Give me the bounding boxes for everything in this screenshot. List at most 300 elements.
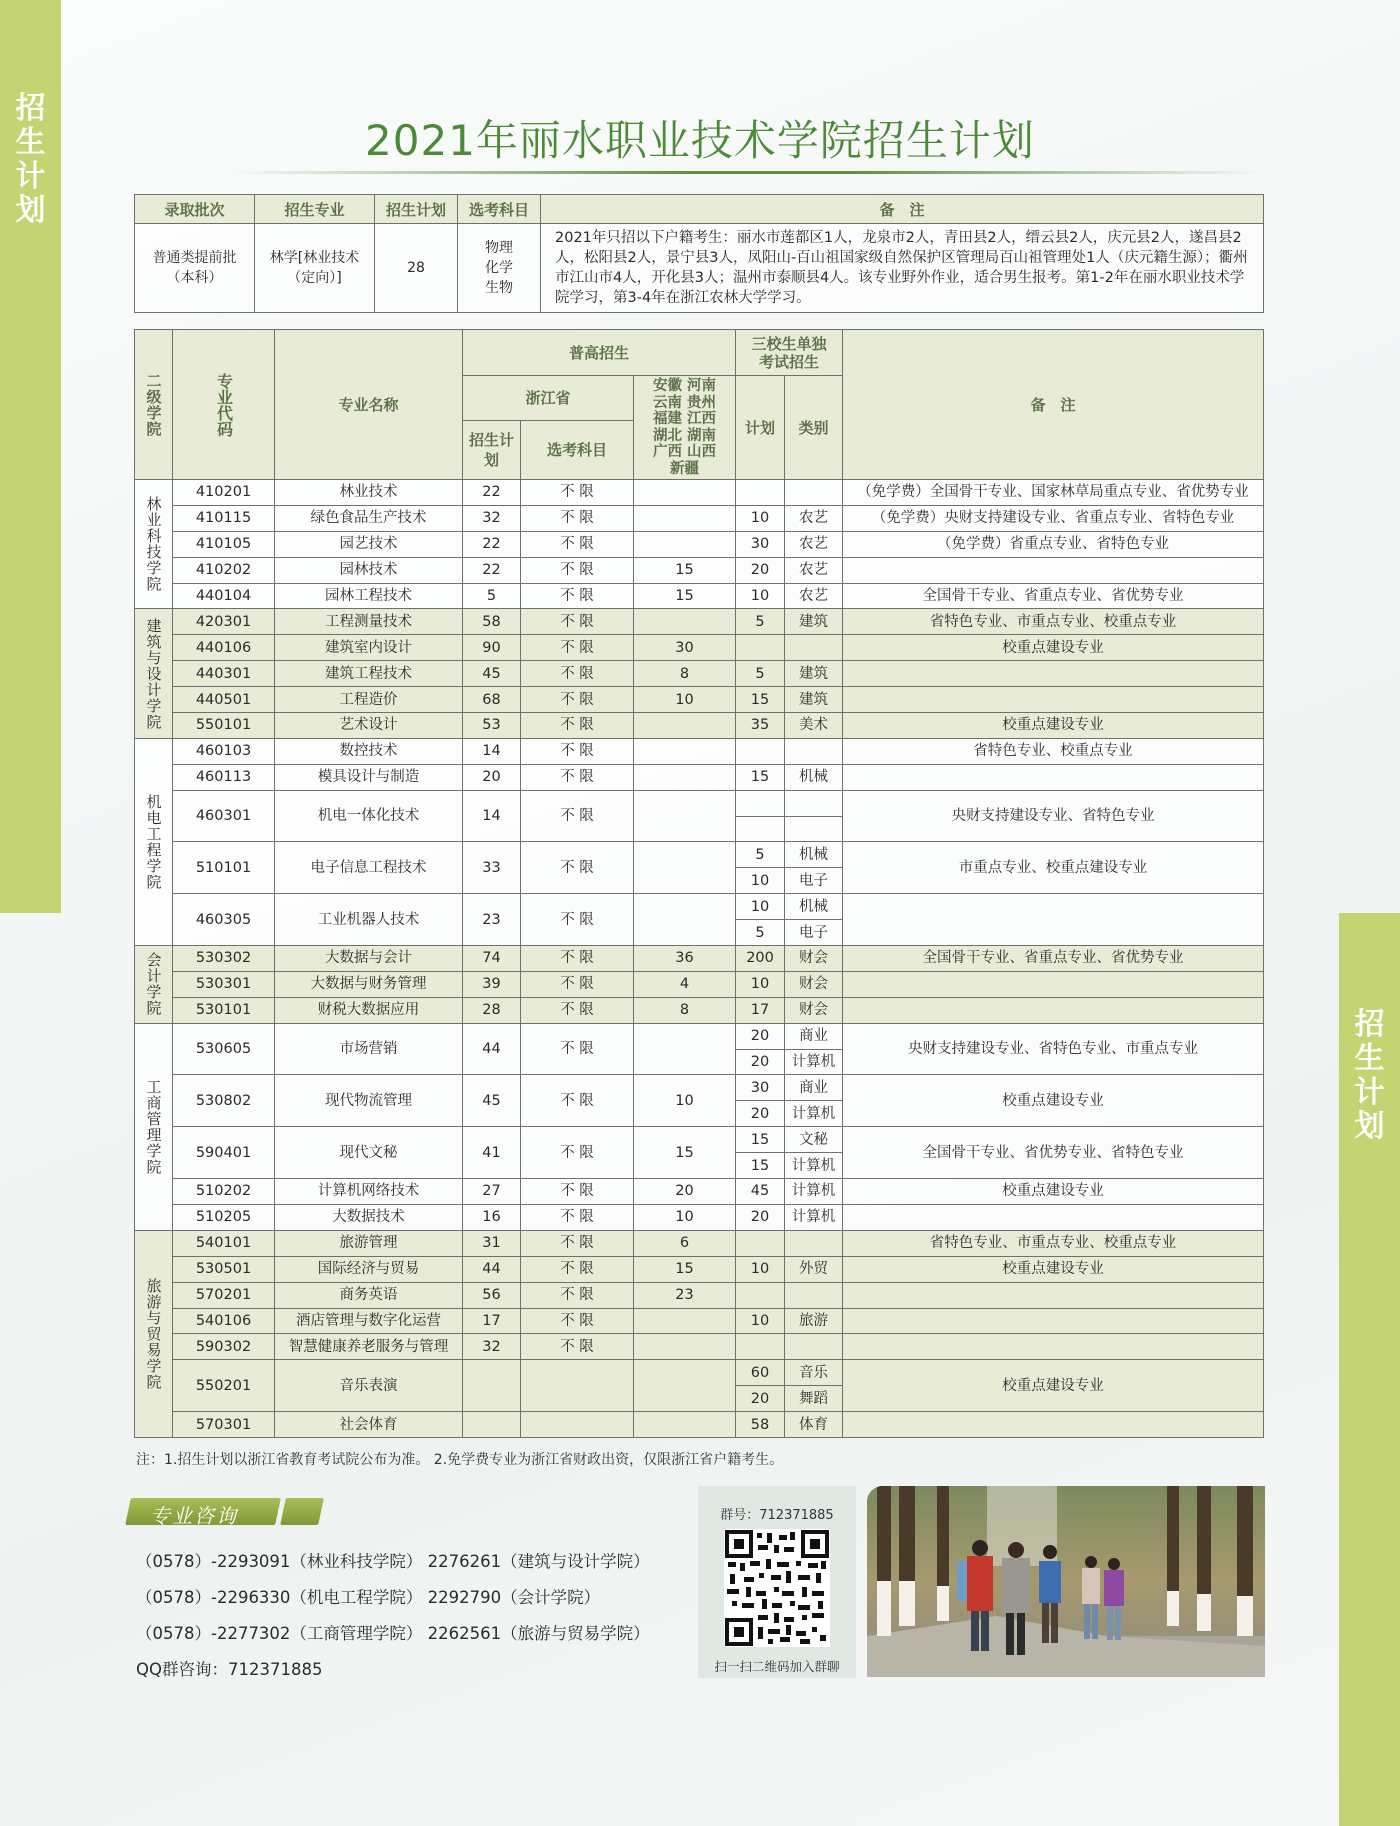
remarks-cell: 校重点建设专业: [843, 635, 1264, 661]
header-line: 福建 江西: [652, 411, 717, 427]
other-provinces-cell: 15: [634, 1127, 736, 1179]
zj-subjects-cell: 不 限: [521, 997, 634, 1023]
remarks-cell: 市重点专业、校重点建设专业: [843, 842, 1264, 894]
college-cell: 会计学院: [135, 946, 173, 1024]
table-row: [135, 661, 1264, 687]
note-cell: 2021年只招以下户籍考生：丽水市莲都区1人，龙泉市2人，青田县2人，缙云县2人，庆元县2人，遂昌县2人，松阳县2人，景宁县3人，凤阳山-百山祖国家级自然保护区管理局百山祖管理处1人（庆元籍生源）；衢州市江山市4人，开化县3人；温州市泰顺县4人。该专业野外作业，适合男生报考。第1-2年在丽水职业技术学院学习，第3-4年在浙江农林大学学习。: [541, 224, 1264, 313]
voc-category-cell: 商业: [785, 1075, 843, 1101]
zj-plan-cell: 45: [463, 1075, 521, 1127]
header-line: 考试招生: [759, 352, 820, 371]
voc-category-cell: 外贸: [785, 1256, 843, 1282]
table-row: [135, 687, 1264, 713]
major-name-cell: 园艺技术: [275, 531, 463, 557]
table-row: [135, 713, 1264, 739]
side-tab-char: 划: [1354, 1109, 1385, 1144]
zj-plan-cell: 44: [463, 1256, 521, 1282]
voc-category-cell: [785, 738, 843, 764]
zj-plan-cell: 56: [463, 1282, 521, 1308]
voc-category-cell: 建筑: [785, 609, 843, 635]
batch-cell: [135, 224, 255, 313]
header-line: 湖北 湖南: [652, 427, 717, 444]
table-row: [135, 609, 1264, 635]
zj-plan-cell: 22: [463, 531, 521, 557]
other-provinces-cell: 4: [634, 971, 736, 997]
voc-category-cell: [785, 1334, 843, 1360]
major-name-cell: 建筑室内设计: [275, 635, 463, 661]
zj-plan-cell: 22: [463, 480, 521, 506]
zj-subjects-cell: 不 限: [521, 1230, 634, 1256]
header-general: 普高招生: [463, 330, 736, 376]
major-line: （定向）]: [287, 270, 342, 286]
zj-subjects-cell: 不 限: [521, 971, 634, 997]
voc-category-cell: 建筑: [785, 687, 843, 713]
major-name-cell: 大数据技术: [275, 1204, 463, 1230]
voc-category-cell: [785, 635, 843, 661]
header-major: 招生专业: [255, 195, 375, 224]
code-cell: 590401: [173, 1127, 275, 1179]
table-header-row: [135, 195, 1264, 224]
zj-plan-cell: [463, 1360, 521, 1412]
voc-plan-cell: 45: [736, 1179, 785, 1205]
voc-plan-cell: 5: [736, 842, 785, 868]
remarks-cell: 全国骨干专业、省重点专业、省优势专业: [843, 946, 1264, 972]
voc-plan-cell: [736, 738, 785, 764]
remarks-cell: （免学费）央财支持建设专业、省重点专业、省特色专业: [843, 505, 1264, 531]
remarks-cell: （免学费）全国骨干专业、国家林草局重点专业、省优势专业: [843, 480, 1264, 506]
subject-line: 物理: [485, 240, 513, 256]
code-cell: 410202: [173, 557, 275, 583]
code-cell: 530302: [173, 946, 275, 972]
major-name-cell: 商务英语: [275, 1282, 463, 1308]
remarks-cell: [843, 764, 1264, 790]
major-name-cell: 林业技术: [275, 480, 463, 506]
voc-category-cell: 电子: [785, 920, 843, 946]
table-row: [135, 1282, 1264, 1308]
other-provinces-cell: 30: [634, 635, 736, 661]
other-provinces-cell: 20: [634, 1179, 736, 1205]
table-row: [135, 842, 1264, 868]
remarks-cell: [843, 557, 1264, 583]
zj-plan-cell: 32: [463, 1334, 521, 1360]
side-tab-char: 招: [1354, 1007, 1385, 1042]
qr-panel: [698, 1486, 856, 1678]
table-row: [135, 894, 1264, 920]
voc-plan-cell: [736, 480, 785, 506]
college-cell: 机电工程学院: [135, 738, 173, 945]
enrollment-plan-table: [134, 329, 1264, 1438]
zj-plan-cell: [463, 1412, 521, 1438]
code-cell: 540101: [173, 1230, 275, 1256]
remarks-cell: [843, 687, 1264, 713]
zj-subjects-cell: 不 限: [521, 505, 634, 531]
other-provinces-cell: [634, 505, 736, 531]
other-provinces-cell: 15: [634, 1256, 736, 1282]
code-cell: 460113: [173, 764, 275, 790]
header-line: 新疆: [670, 460, 700, 477]
major-name-cell: 市场营销: [275, 1023, 463, 1075]
voc-category-cell: 商业: [785, 1023, 843, 1049]
header-zhejiang: 浙江省: [463, 376, 634, 421]
zj-subjects-cell: 不 限: [521, 764, 634, 790]
major-name-cell: 大数据与财务管理: [275, 971, 463, 997]
voc-plan-cell: 20: [736, 1101, 785, 1127]
voc-plan-cell: [736, 1230, 785, 1256]
zj-subjects-cell: 不 限: [521, 1256, 634, 1282]
table-row: [135, 738, 1264, 764]
zj-plan-cell: 31: [463, 1230, 521, 1256]
voc-category-cell: [785, 1282, 843, 1308]
voc-category-cell: 电子: [785, 868, 843, 894]
title-divider: [230, 171, 1260, 174]
header-zj-subjects: 选考科目: [521, 421, 634, 480]
major-name-cell: 电子信息工程技术: [275, 842, 463, 894]
header-other-provinces: [634, 376, 736, 480]
table-row: [135, 1204, 1264, 1230]
contact-line: （0578）-2277302（工商管理学院） 2262561（旅游与贸易学院）: [136, 1624, 650, 1643]
other-provinces-cell: [634, 480, 736, 506]
other-provinces-cell: [634, 713, 736, 739]
zj-subjects-cell: 不 限: [521, 790, 634, 842]
voc-category-cell: [785, 480, 843, 506]
other-provinces-cell: 36: [634, 946, 736, 972]
table-row: [135, 1256, 1264, 1282]
voc-plan-cell: [736, 1334, 785, 1360]
voc-category-cell: 财会: [785, 946, 843, 972]
code-cell: 410105: [173, 531, 275, 557]
qq-group-line: QQ群咨询：712371885: [136, 1660, 323, 1679]
side-tab-char: 生: [15, 125, 46, 160]
header-remarks: 备 注: [843, 330, 1264, 480]
table-row: [135, 1334, 1264, 1360]
footnote: 注：1.招生计划以浙江省教育考试院公布为准。 2.免学费专业为浙江省财政出资，仅限浙江省户籍考生。: [136, 1452, 784, 1468]
voc-category-cell: 建筑: [785, 661, 843, 687]
major-name-cell: 智慧健康养老服务与管理: [275, 1334, 463, 1360]
zj-plan-cell: 27: [463, 1179, 521, 1205]
voc-category-cell: 机械: [785, 894, 843, 920]
contact-line: （0578）-2296330（机电工程学院） 2292790（会计学院）: [136, 1588, 601, 1607]
code-cell: 440301: [173, 661, 275, 687]
voc-plan-cell: 20: [736, 1204, 785, 1230]
qr-caption: 扫一扫二维码加入群聊: [714, 1659, 840, 1674]
zj-plan-cell: 17: [463, 1308, 521, 1334]
other-provinces-cell: [634, 842, 736, 894]
code-cell: 510101: [173, 842, 275, 894]
voc-category-cell: 机械: [785, 764, 843, 790]
remarks-cell: 央财支持建设专业、省特色专业、市重点专业: [843, 1023, 1264, 1075]
voc-category-cell: 旅游: [785, 1308, 843, 1334]
zj-plan-cell: 16: [463, 1204, 521, 1230]
voc-plan-cell: 10: [736, 868, 785, 894]
code-cell: 410201: [173, 480, 275, 506]
remarks-cell: [843, 1412, 1264, 1438]
other-provinces-cell: [634, 609, 736, 635]
zj-subjects-cell: 不 限: [521, 946, 634, 972]
zj-plan-cell: 5: [463, 583, 521, 609]
voc-plan-cell: 20: [736, 557, 785, 583]
contact-line: （0578）-2293091（林业科技学院） 2276261（建筑与设计学院）: [136, 1552, 650, 1571]
voc-plan-cell: 30: [736, 1075, 785, 1101]
major-name-cell: 现代文秘: [275, 1127, 463, 1179]
header-college: 二级学院: [135, 330, 173, 480]
remarks-cell: [843, 1334, 1264, 1360]
other-provinces-cell: [634, 1334, 736, 1360]
page-title: 2021年丽水职业技术学院招生计划: [365, 116, 1035, 165]
voc-plan-cell: 15: [736, 1153, 785, 1179]
header-batch: 录取批次: [135, 195, 255, 224]
major-name-cell: 国际经济与贸易: [275, 1256, 463, 1282]
code-cell: 530501: [173, 1256, 275, 1282]
other-provinces-cell: [634, 738, 736, 764]
voc-category-cell: 财会: [785, 971, 843, 997]
zj-subjects-cell: 不 限: [521, 1204, 634, 1230]
other-provinces-cell: [634, 1023, 736, 1075]
remarks-cell: 全国骨干专业、省优势专业、省特色专业: [843, 1127, 1264, 1179]
voc-category-cell: 舞蹈: [785, 1386, 843, 1412]
zj-subjects-cell: 不 限: [521, 531, 634, 557]
undergrad-plan-table: [134, 194, 1264, 313]
table-row: [135, 505, 1264, 531]
header-zj-plan: 招生计划: [463, 421, 521, 480]
code-cell: 510205: [173, 1204, 275, 1230]
header-plan: 招生计划: [375, 195, 458, 224]
voc-category-cell: 体育: [785, 1412, 843, 1438]
remarks-cell: 校重点建设专业: [843, 1179, 1264, 1205]
major-name-cell: 园林技术: [275, 557, 463, 583]
consult-title: 专业咨询: [150, 1504, 238, 1528]
zj-plan-cell: 33: [463, 842, 521, 894]
table-row: [135, 1230, 1264, 1256]
other-provinces-cell: 10: [634, 1204, 736, 1230]
zj-plan-cell: 14: [463, 738, 521, 764]
voc-plan-cell: 10: [736, 971, 785, 997]
table-row: [135, 1412, 1264, 1438]
major-name-cell: 工业机器人技术: [275, 894, 463, 946]
zj-subjects-cell: 不 限: [521, 894, 634, 946]
zj-subjects-cell: 不 限: [521, 557, 634, 583]
side-tab-char: 生: [1354, 1041, 1385, 1076]
voc-category-cell: 计算机: [785, 1049, 843, 1075]
header-line: 广西 山西: [652, 444, 717, 460]
other-provinces-cell: 15: [634, 557, 736, 583]
voc-category-cell: 机械: [785, 842, 843, 868]
voc-category-cell: 文秘: [785, 1127, 843, 1153]
subject-line: 生物: [485, 280, 513, 296]
zj-plan-cell: 90: [463, 635, 521, 661]
table-row: [135, 635, 1264, 661]
college-cell: 林业科技学院: [135, 480, 173, 609]
batch-line: 普通类提前批: [152, 250, 237, 266]
zj-subjects-cell: 不 限: [521, 1127, 634, 1179]
major-name-cell: 建筑工程技术: [275, 661, 463, 687]
zj-plan-cell: 58: [463, 609, 521, 635]
zj-subjects-cell: 不 限: [521, 713, 634, 739]
other-provinces-cell: [634, 764, 736, 790]
voc-plan-cell: 5: [736, 920, 785, 946]
zj-plan-cell: 14: [463, 790, 521, 842]
table-row: [135, 946, 1264, 972]
table-row: [135, 1360, 1264, 1386]
code-cell: 530802: [173, 1075, 275, 1127]
zj-subjects-cell: 不 限: [521, 609, 634, 635]
consult-badge: [128, 1498, 338, 1526]
other-provinces-cell: [634, 1412, 736, 1438]
voc-plan-cell: 15: [736, 687, 785, 713]
table-row: [135, 790, 1264, 816]
table-row: [135, 1023, 1264, 1049]
zj-plan-cell: 45: [463, 661, 521, 687]
code-cell: 570301: [173, 1412, 275, 1438]
voc-plan-cell: 58: [736, 1412, 785, 1438]
zj-subjects-cell: 不 限: [521, 738, 634, 764]
table-row: [135, 531, 1264, 557]
voc-plan-cell: [736, 1282, 785, 1308]
voc-plan-cell: [736, 816, 785, 842]
zj-plan-cell: 23: [463, 894, 521, 946]
code-cell: 530101: [173, 997, 275, 1023]
voc-plan-cell: 20: [736, 1023, 785, 1049]
major-name-cell: 模具设计与制造: [275, 764, 463, 790]
voc-plan-cell: 10: [736, 894, 785, 920]
other-provinces-cell: [634, 1360, 736, 1412]
side-tab-char: 划: [15, 193, 46, 228]
code-cell: 420301: [173, 609, 275, 635]
other-provinces-cell: 8: [634, 997, 736, 1023]
zj-subjects-cell: [521, 1412, 634, 1438]
batch-line: （本科）: [166, 270, 223, 286]
zj-subjects-cell: 不 限: [521, 1334, 634, 1360]
remarks-cell: [843, 1282, 1264, 1308]
qr-group-id: 群号：712371885: [720, 1508, 834, 1523]
college-cell: 工商管理学院: [135, 1023, 173, 1230]
zj-subjects-cell: 不 限: [521, 1179, 634, 1205]
major-name-cell: 工程造价: [275, 687, 463, 713]
voc-plan-cell: 60: [736, 1360, 785, 1386]
zj-subjects-cell: 不 限: [521, 1308, 634, 1334]
table-row: [135, 764, 1264, 790]
side-tab-char: 招: [15, 91, 46, 126]
remarks-cell: 央财支持建设专业、省特色专业: [843, 790, 1264, 842]
remarks-cell: 校重点建设专业: [843, 1360, 1264, 1412]
major-name-cell: 机电一体化技术: [275, 790, 463, 842]
code-cell: 530605: [173, 1023, 275, 1075]
remarks-cell: [843, 1204, 1264, 1230]
remarks-cell: 省特色专业、校重点专业: [843, 738, 1264, 764]
campus-photo: [867, 1486, 1265, 1677]
remarks-cell: （免学费）省重点专业、省特色专业: [843, 531, 1264, 557]
zj-plan-cell: 20: [463, 764, 521, 790]
table-row: [135, 583, 1264, 609]
header-voc-plan: 计划: [736, 376, 785, 480]
major-name-cell: 现代物流管理: [275, 1075, 463, 1127]
remarks-cell: 校重点建设专业: [843, 713, 1264, 739]
code-cell: 460103: [173, 738, 275, 764]
remarks-cell: 全国骨干专业、省重点专业、省优势专业: [843, 583, 1264, 609]
zj-plan-cell: 74: [463, 946, 521, 972]
side-tab-right: [1339, 913, 1400, 1826]
table-row: [135, 971, 1264, 997]
major-name-cell: 艺术设计: [275, 713, 463, 739]
zj-subjects-cell: 不 限: [521, 1282, 634, 1308]
header-line: 三校生单独: [751, 334, 827, 353]
voc-plan-cell: 5: [736, 661, 785, 687]
remarks-cell: [843, 661, 1264, 687]
voc-plan-cell: 30: [736, 531, 785, 557]
table-row: [135, 997, 1264, 1023]
major-name-cell: 计算机网络技术: [275, 1179, 463, 1205]
subjects-cell: [458, 224, 541, 313]
remarks-cell: 省特色专业、市重点专业、校重点专业: [843, 1230, 1264, 1256]
header-voc-category: 类别: [785, 376, 843, 480]
major-name-cell: 工程测量技术: [275, 609, 463, 635]
voc-category-cell: 农艺: [785, 557, 843, 583]
voc-category-cell: 农艺: [785, 505, 843, 531]
table-row: [135, 1127, 1264, 1153]
remarks-cell: [843, 894, 1264, 946]
voc-category-cell: 计算机: [785, 1204, 843, 1230]
remarks-cell: 校重点建设专业: [843, 1256, 1264, 1282]
other-provinces-cell: [634, 531, 736, 557]
plan-cell: 28: [375, 224, 458, 313]
other-provinces-cell: [634, 1308, 736, 1334]
other-provinces-cell: [634, 894, 736, 946]
zj-subjects-cell: 不 限: [521, 1023, 634, 1075]
voc-category-cell: 财会: [785, 997, 843, 1023]
zj-plan-cell: 53: [463, 713, 521, 739]
header-note: 备 注: [541, 195, 1264, 224]
table-row: [135, 480, 1264, 506]
voc-plan-cell: [736, 790, 785, 816]
code-cell: 440104: [173, 583, 275, 609]
voc-category-cell: [785, 790, 843, 816]
zj-plan-cell: 41: [463, 1127, 521, 1179]
remarks-cell: 省特色专业、市重点专业、校重点专业: [843, 609, 1264, 635]
code-cell: 530301: [173, 971, 275, 997]
code-cell: 460305: [173, 894, 275, 946]
qr-code-icon[interactable]: [724, 1529, 830, 1647]
other-provinces-cell: 10: [634, 1075, 736, 1127]
zj-subjects-cell: 不 限: [521, 661, 634, 687]
zj-subjects-cell: 不 限: [521, 635, 634, 661]
voc-plan-cell: 20: [736, 1386, 785, 1412]
zj-plan-cell: 22: [463, 557, 521, 583]
code-cell: 440106: [173, 635, 275, 661]
table-row: [135, 1179, 1264, 1205]
zj-plan-cell: 44: [463, 1023, 521, 1075]
voc-category-cell: [785, 1230, 843, 1256]
voc-plan-cell: 5: [736, 609, 785, 635]
voc-plan-cell: 10: [736, 1308, 785, 1334]
voc-plan-cell: 17: [736, 997, 785, 1023]
zj-plan-cell: 68: [463, 687, 521, 713]
voc-plan-cell: 35: [736, 713, 785, 739]
remarks-cell: 校重点建设专业: [843, 1075, 1264, 1127]
badge-bar-accent: [280, 1498, 324, 1525]
remarks-cell: [843, 1308, 1264, 1334]
voc-category-cell: 音乐: [785, 1360, 843, 1386]
code-cell: 540106: [173, 1308, 275, 1334]
header-subjects: 选考科目: [458, 195, 541, 224]
voc-category-cell: 计算机: [785, 1153, 843, 1179]
other-provinces-cell: [634, 790, 736, 842]
zj-plan-cell: 28: [463, 997, 521, 1023]
code-cell: 550201: [173, 1360, 275, 1412]
remarks-cell: [843, 997, 1264, 1023]
table-header-row: [135, 330, 1264, 376]
zj-subjects-cell: [521, 1360, 634, 1412]
college-cell: 旅游与贸易学院: [135, 1230, 173, 1437]
major-name-cell: 绿色食品生产技术: [275, 505, 463, 531]
zj-subjects-cell: 不 限: [521, 1075, 634, 1127]
